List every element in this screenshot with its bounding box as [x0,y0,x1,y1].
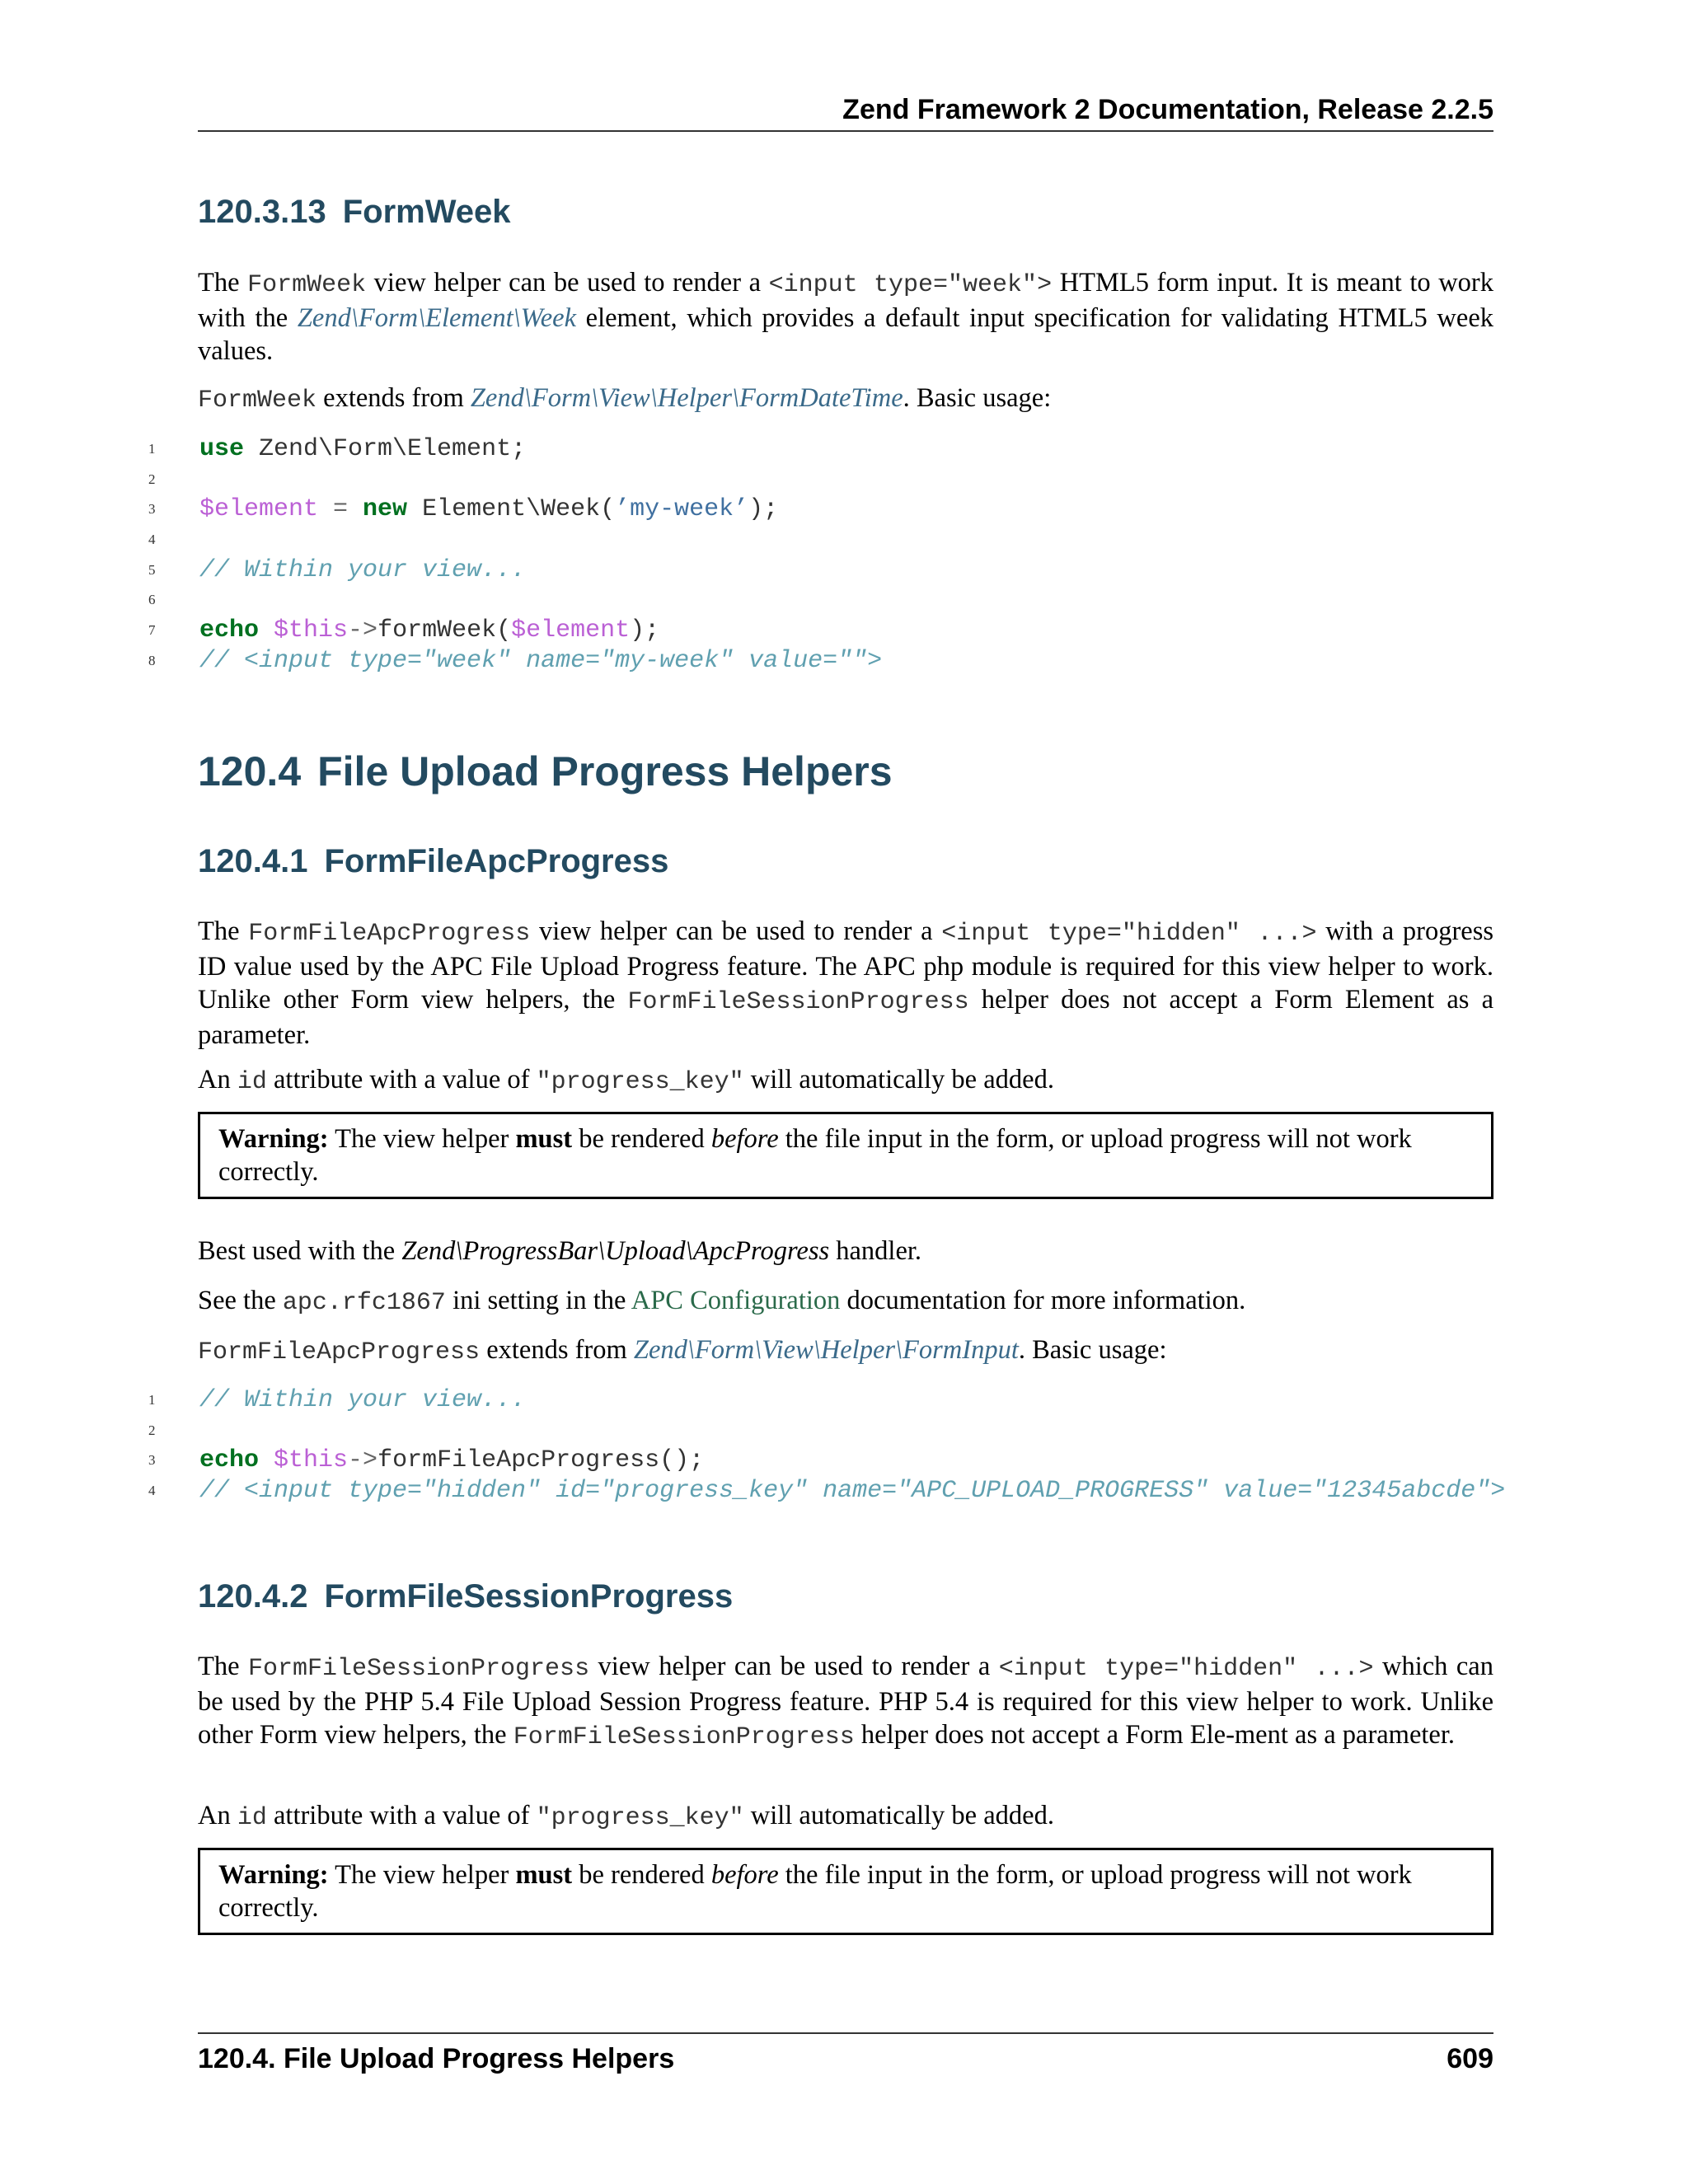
code-line: 4 // <input type="hidden" id="progress_key" name="APC_UPLOAD_PROGRESS" value="12345abcde"> [148,1477,1506,1506]
section-number: 120.4.2 [198,1578,308,1615]
warning-label: Warning: [218,1860,329,1890]
link-helper-formdatetime[interactable]: Zend\Form\View\Helper\FormDateTime [470,383,903,413]
code-line: 6 [148,592,156,608]
heading-formweek [198,191,510,232]
heading-formfileapcprogress [198,841,668,882]
warning-box-apc: Warning: The view helper must be rendered before the file input in the form, or upload progress will not work correctly. [198,1112,1493,1199]
link-element-week[interactable]: Zend\Form\Element\Week [297,303,576,333]
section-number: 120.3.13 [198,194,326,230]
paragraph-apc-id: An id attribute with a value of "progress_key" will automatically be added. [198,1065,1054,1096]
footer-section: 120.4. File Upload Progress Helpers [198,2043,675,2074]
code-line: 8 // <input type="week" name="my-week" value=""> [148,646,883,675]
section-number: 120.4.1 [198,843,308,879]
paragraph-formweek-extends: FormWeek extends from Zend\Form\View\Helper\FormDateTime. Basic usage: [198,383,1052,415]
warning-box-session: Warning: The view helper must be rendered before the file input in the form, or upload progress will not work correctly. [198,1848,1493,1935]
section-title: FormFileApcProgress [324,843,669,879]
heading-file-upload-progress [198,747,893,796]
code-line: 7 echo $this->formWeek($element); [148,616,660,645]
paragraph-session-id: An id attribute with a value of "progress_key" will automatically be added. [198,1801,1054,1832]
section-title: File Upload Progress Helpers [317,748,893,794]
page-footer [198,2032,1493,2077]
paragraph-apc-see: See the apc.rfc1867 ini setting in the APC Configuration documentation for more information. [198,1286,1246,1317]
code-line: 2 [148,471,156,487]
paragraph-session-intro: The FormFileSessionProgress view helper can be used to render a <input type="hidden" ...> which can be used by the PHP 5.4 File Upload Session Progress feature. PHP 5.4 is required for this view helper to work. Unlike other Form view helpers, the FormFileSessionProgress helper does not accept a Form Ele-ment as a parameter. [198,1652,1493,1751]
paragraph-apc-intro: The FormFileApcProgress view helper can be used to render a <input type="hidden" ...> with a progress ID value used by the APC File Upload Progress feature. The APC php module is required for this view helper to work. Unlike other Form view helpers, the FormFileSessionProgress helper does not accept a Form Element as a parameter. [198,916,1494,1050]
section-number: 120.4 [198,748,302,794]
paragraph-apc-bestused: Best used with the Zend\ProgressBar\Upload\ApcProgress handler. [198,1236,922,1266]
code-line: 1 // Within your view... [148,1386,527,1414]
code-line: 5 // Within your view... [148,555,527,584]
running-header-title: Zend Framework 2 Documentation, Release 2.2.5 [842,94,1493,125]
code-line: 4 [148,532,156,548]
section-title: FormFileSessionProgress [324,1578,734,1615]
code-line: 3 $element = new Element\Week(’my-week’); [148,495,779,524]
code-block-formweek [148,434,1550,677]
heading-formfilesessionprogress [198,1576,733,1617]
code-line: 3 echo $this->formFileApcProgress(); [148,1446,705,1475]
link-apc-configuration[interactable]: APC Configuration [631,1286,841,1315]
code-block-apc [148,1385,1550,1507]
warning-label: Warning: [218,1124,329,1154]
running-header [198,89,1493,132]
link-helper-forminput[interactable]: Zend\Form\View\Helper\FormInput [633,1335,1019,1365]
page-number: 609 [1447,2043,1493,2074]
paragraph-apc-extends: FormFileApcProgress extends from Zend\Form\View\Helper\FormInput. Basic usage: [198,1335,1167,1366]
code-line: 1 use Zend\Form\Element; [148,435,527,463]
section-title: FormWeek [342,194,511,230]
paragraph-formweek-intro: The FormWeek view helper can be used to render a <input type="week"> HTML5 form input. It is meant to work with the Zend\Form\Element\Week element, which provides a default input specification for validating HTML5 week values. [198,268,1494,366]
code-line: 2 [148,1422,156,1438]
